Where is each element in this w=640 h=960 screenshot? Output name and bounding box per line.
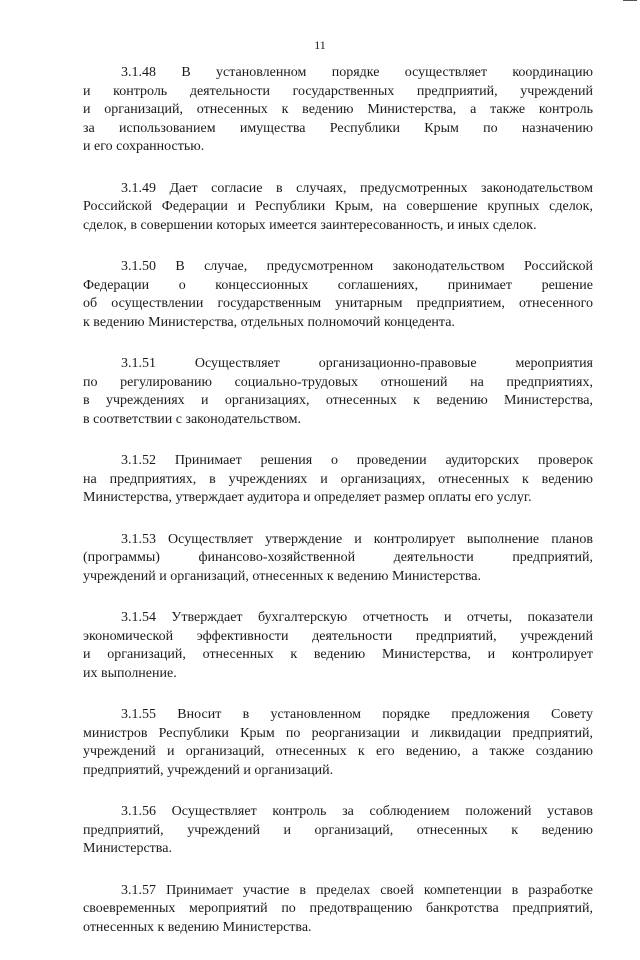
paragraph-line: предприятий, учреждений и организаций, отнесенных к ведению xyxy=(83,822,593,838)
paragraph-line: по регулированию социально-трудовых отношений на предприятиях, xyxy=(83,374,593,390)
scan-corner-mark xyxy=(623,0,637,1)
paragraph-3-1-57 xyxy=(83,882,593,938)
paragraph-3-1-56 xyxy=(83,803,593,859)
paragraph-line: 3.1.52 Принимает решения о проведении аудиторских проверок xyxy=(121,453,593,468)
paragraph-line: и организаций, отнесенных к ведению Министерства, а также контроль xyxy=(83,102,593,117)
paragraph-line: Министерства. xyxy=(83,841,172,856)
document-body xyxy=(83,64,593,960)
paragraph-line: экономической эффективности деятельности предприятий, учреждений xyxy=(83,628,593,644)
paragraph-line: (программы) финансово-хозяйственной деятельности предприятий, xyxy=(83,550,593,565)
paragraph-line: 3.1.54 Утверждает бухгалтерскую отчетность и отчеты, показатели xyxy=(121,610,593,625)
paragraph-line: 3.1.56 Осуществляет контроль за соблюдением положений уставов xyxy=(121,804,593,819)
paragraph-3-1-55 xyxy=(83,706,593,780)
paragraph-3-1-53 xyxy=(83,531,593,587)
paragraph-line: их выполнение. xyxy=(83,665,177,681)
paragraph-line: отнесенных к ведению Министерства. xyxy=(83,919,312,935)
paragraph-line: в учреждениях и организациях, отнесенных к ведению Министерства, xyxy=(83,393,593,408)
paragraph-line: 3.1.50 В случае, предусмотренном законодательством Российской xyxy=(121,259,593,274)
paragraph-line: 3.1.55 Вносит в установленном порядке предложения Совету xyxy=(121,707,593,722)
paragraph-line: на предприятиях, в учреждениях и организациях, отнесенных к ведению xyxy=(83,471,593,487)
paragraph-line: 3.1.53 Осуществляет утверждение и контролирует выполнение планов xyxy=(121,531,593,547)
paragraph-3-1-54 xyxy=(83,609,593,683)
paragraph-line: министров Республики Крым по реорганизации и ликвидации предприятий, xyxy=(83,725,593,741)
paragraph-line: 3.1.48 В установленном порядке осуществляет координацию xyxy=(121,65,593,80)
paragraph-line: учреждений и организаций, отнесенных к его ведению, а также созданию xyxy=(83,744,593,759)
paragraph-line: Российской Федерации и Республики Крым, на совершение крупных сделок, xyxy=(83,199,593,214)
paragraph-line: сделок, в совершении которых имеется заинтересованность, и иных сделок. xyxy=(83,217,537,233)
paragraph-3-1-52 xyxy=(83,452,593,508)
page-number: 11 xyxy=(314,38,326,52)
paragraph-line: своевременных мероприятий по предотвращению банкротства предприятий, xyxy=(83,901,593,916)
paragraph-line: в соответствии с законодательством. xyxy=(83,411,301,427)
paragraph-3-1-49 xyxy=(83,180,593,236)
paragraph-line: к ведению Министерства, отдельных полномочий концедента. xyxy=(83,314,455,330)
paragraph-3-1-51 xyxy=(83,355,593,429)
paragraph-line: за использованием имущества Республики Крым по назначению xyxy=(83,120,593,136)
paragraph-line: Федерации о концессионных соглашениях, принимает решение xyxy=(83,277,593,293)
paragraph-line: 3.1.49 Дает согласие в случаях, предусмотренных законодательством xyxy=(121,180,593,196)
paragraph-line: 3.1.57 Принимает участие в пределах своей компетенции в разработке xyxy=(121,882,593,898)
paragraph-line: предприятий, учреждений и организаций. xyxy=(83,762,334,778)
paragraph-line: и его сохранностью. xyxy=(83,139,205,154)
paragraph-line: учреждений и организаций, отнесенных к ведению Министерства. xyxy=(83,568,481,584)
paragraph-line: 3.1.51 Осуществляет организационно-правовые мероприятия xyxy=(121,356,593,371)
paragraph-line: Министерства, утверждает аудитора и определяет размер оплаты его услуг. xyxy=(83,490,532,505)
paragraph-3-1-48 xyxy=(83,64,593,157)
paragraph-3-1-50 xyxy=(83,258,593,332)
paragraph-line: и организаций, отнесенных к ведению Министерства, и контролирует xyxy=(83,647,593,662)
paragraph-line: об осуществлении государственным унитарным предприятием, отнесенного xyxy=(83,296,593,311)
paragraph-line: и контроль деятельности государственных предприятий, учреждений xyxy=(83,83,593,99)
